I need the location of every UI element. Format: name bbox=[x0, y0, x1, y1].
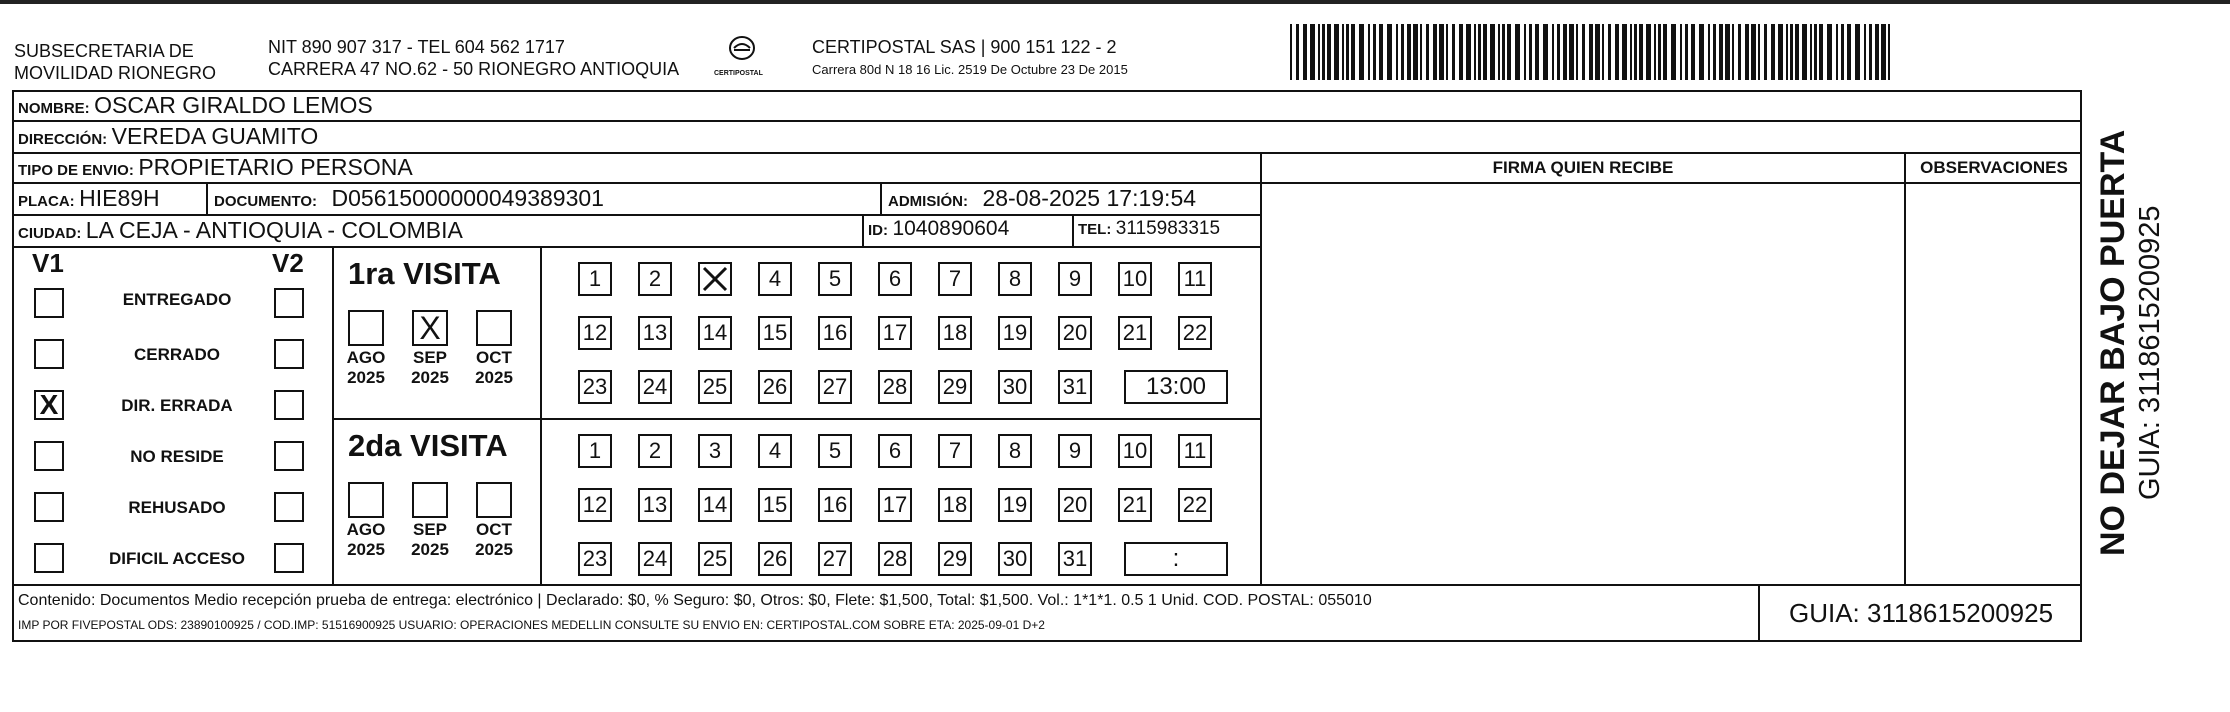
barcode-bar bbox=[1446, 24, 1448, 80]
barcode-bar bbox=[1413, 24, 1418, 80]
day-box-3[interactable]: 3 bbox=[698, 434, 732, 468]
nit-block bbox=[268, 36, 679, 80]
barcode-bar bbox=[1802, 24, 1807, 80]
day-box-11[interactable]: 11 bbox=[1178, 434, 1212, 468]
barcode-bar bbox=[1814, 24, 1817, 80]
barcode-bar bbox=[1439, 24, 1444, 80]
state-label: NO RESIDE bbox=[130, 447, 224, 466]
barcode-bar bbox=[1433, 24, 1437, 80]
barcode bbox=[1290, 24, 1890, 80]
day-box-17[interactable]: 17 bbox=[878, 316, 912, 350]
day-box-20[interactable]: 20 bbox=[1058, 316, 1092, 350]
barcode-bar bbox=[1602, 24, 1604, 80]
barcode-bar bbox=[1310, 24, 1315, 80]
barcode-bar bbox=[1474, 24, 1476, 80]
license-line: Carrera 80d N 18 16 Lic. 2519 De Octubre 23 De 2015 bbox=[812, 62, 1128, 77]
month-checkbox-oct[interactable] bbox=[476, 482, 512, 518]
rule bbox=[12, 246, 1260, 248]
divider bbox=[862, 214, 864, 246]
month-checkbox-ago[interactable] bbox=[348, 310, 384, 346]
day-box-8[interactable]: 8 bbox=[998, 434, 1032, 468]
org-name bbox=[14, 40, 216, 84]
barcode-bar bbox=[1680, 24, 1682, 80]
barcode-bar bbox=[1327, 24, 1331, 80]
day-box-5[interactable]: 5 bbox=[818, 262, 852, 296]
month-year: 2025 bbox=[475, 540, 513, 559]
barcode-bar bbox=[1790, 24, 1793, 80]
day-box-7[interactable]: 7 bbox=[938, 434, 972, 468]
barcode-bar bbox=[1426, 24, 1429, 80]
day-box-1[interactable]: 1 bbox=[578, 434, 612, 468]
nombre-value: OSCAR GIRALDO LEMOS bbox=[94, 92, 373, 118]
barcode-bar bbox=[1699, 24, 1704, 80]
placa-value: HIE89H bbox=[79, 185, 160, 211]
barcode-bar bbox=[1296, 24, 1299, 80]
day-box-9[interactable]: 9 bbox=[1058, 262, 1092, 296]
admision-row bbox=[888, 185, 1196, 212]
barcode-bar bbox=[1654, 24, 1656, 80]
divider bbox=[880, 182, 882, 214]
day-box-24[interactable]: 24 bbox=[638, 542, 672, 576]
rule bbox=[12, 120, 2082, 122]
month-checkbox-sep[interactable]: X bbox=[412, 310, 448, 346]
day-box-24[interactable]: 24 bbox=[638, 370, 672, 404]
month-checkbox-oct[interactable] bbox=[476, 310, 512, 346]
state-v1-checkbox[interactable] bbox=[34, 441, 64, 471]
day-box-12[interactable]: 12 bbox=[578, 488, 612, 522]
company-line: CERTIPOSTAL SAS | 900 151 122 - 2 bbox=[812, 37, 1117, 57]
day-box-22[interactable]: 22 bbox=[1178, 488, 1212, 522]
day-box-9[interactable]: 9 bbox=[1058, 434, 1092, 468]
divider bbox=[332, 246, 334, 584]
day-box-19[interactable]: 19 bbox=[998, 488, 1032, 522]
day-box-23[interactable]: 23 bbox=[578, 370, 612, 404]
org-line-1: SUBSECRETARIA DE bbox=[14, 41, 194, 61]
month-checkbox-sep[interactable] bbox=[412, 482, 448, 518]
documento-row bbox=[214, 185, 604, 212]
divider bbox=[1260, 152, 1262, 584]
divider bbox=[206, 182, 208, 214]
barcode-bar bbox=[1875, 24, 1879, 80]
barcode-bar bbox=[1582, 24, 1585, 80]
day-box-28[interactable]: 28 bbox=[878, 542, 912, 576]
barcode-bar bbox=[1685, 24, 1688, 80]
barcode-bar bbox=[1351, 24, 1355, 80]
documento-value: D05615000000049389301 bbox=[331, 185, 604, 211]
barcode-bar bbox=[1608, 24, 1611, 80]
barcode-bar bbox=[1634, 24, 1637, 80]
visit-title: 1ra VISITA bbox=[348, 256, 501, 291]
state-v2-checkbox[interactable] bbox=[274, 390, 304, 420]
barcode-bar bbox=[1786, 24, 1788, 80]
barcode-bar bbox=[1303, 24, 1307, 80]
ciudad-row bbox=[18, 217, 463, 244]
id-label: ID: bbox=[868, 222, 888, 239]
day-box-11[interactable]: 11 bbox=[1178, 262, 1212, 296]
tipo-value: PROPIETARIO PERSONA bbox=[138, 154, 413, 180]
day-box-10[interactable]: 10 bbox=[1118, 262, 1152, 296]
day-box-4[interactable]: 4 bbox=[758, 262, 792, 296]
side-notice: NO DEJAR BAJO PUERTA bbox=[2094, 129, 2132, 556]
barcode-bar bbox=[1869, 24, 1872, 80]
day-box-29[interactable]: 29 bbox=[938, 542, 972, 576]
day-box-18[interactable]: 18 bbox=[938, 316, 972, 350]
barcode-bar bbox=[1529, 24, 1532, 80]
company-block bbox=[812, 36, 1128, 77]
barcode-bar bbox=[1524, 24, 1526, 80]
month-year: 2025 bbox=[411, 540, 449, 559]
visit-time-field[interactable]: : bbox=[1124, 542, 1228, 576]
state-label: DIR. ERRADA bbox=[121, 396, 233, 415]
barcode-bar bbox=[1615, 24, 1619, 80]
day-box-27[interactable]: 27 bbox=[818, 542, 852, 576]
certipostal-logo bbox=[712, 34, 772, 80]
visit-time-field[interactable]: 13:00 bbox=[1124, 370, 1228, 404]
day-box-15[interactable]: 15 bbox=[758, 488, 792, 522]
day-box-23[interactable]: 23 bbox=[578, 542, 612, 576]
barcode-bar bbox=[1658, 24, 1661, 80]
barcode-bar bbox=[1466, 24, 1471, 80]
month-year: 2025 bbox=[475, 368, 513, 387]
admision-label: ADMISIÓN: bbox=[888, 193, 968, 210]
direccion-value: VEREDA GUAMITO bbox=[111, 123, 319, 149]
barcode-bar bbox=[1841, 24, 1844, 80]
nombre-row bbox=[18, 92, 373, 119]
barcode-bar bbox=[1630, 24, 1632, 80]
month-name: OCT bbox=[476, 520, 512, 539]
barcode-bar bbox=[1342, 24, 1344, 80]
barcode-bar bbox=[1459, 24, 1463, 80]
contenido-line: Contenido: Documentos Medio recepción prueba de entrega: electrónico | Declarado: $0, % Seguro: $0, Otros: $0, Flete: $1,500, Total: $1,500. Vol.: 1*1*1. 0.5 1 Unid. COD. POSTAL: 055010 bbox=[18, 592, 1372, 609]
barcode-bar bbox=[1387, 24, 1392, 80]
barcode-bar bbox=[1507, 24, 1511, 80]
barcode-bar bbox=[1396, 24, 1398, 80]
state-v1-checkbox[interactable] bbox=[34, 543, 64, 573]
documento-label: DOCUMENTO: bbox=[214, 193, 318, 210]
barcode-bar bbox=[1836, 24, 1838, 80]
state-label: DIFICIL ACCESO bbox=[108, 549, 245, 568]
v1-heading: V1 bbox=[32, 248, 64, 278]
barcode-bar bbox=[1758, 24, 1760, 80]
month-name: SEP bbox=[412, 348, 448, 367]
x-mark-icon bbox=[700, 264, 730, 294]
day-box-31[interactable]: 31 bbox=[1058, 370, 1092, 404]
day-box-26[interactable]: 26 bbox=[758, 370, 792, 404]
org-line-2: MOVILIDAD RIONEGRO bbox=[14, 63, 217, 83]
state-label: REHUSADO bbox=[128, 498, 226, 517]
barcode-bar bbox=[1379, 24, 1383, 80]
imp-line: IMP POR FIVEPOSTAL ODS: 23890100925 / COD.IMP: 51516900925 USUARIO: OPERACIONES MEDELLIN CONSULTE SU ENVIO EN: CERTIPOSTAL.COM SOBRE ETA: 2025-09-01 D+2 bbox=[18, 618, 1045, 632]
day-box-15[interactable]: 15 bbox=[758, 316, 792, 350]
barcode-bar bbox=[1795, 24, 1799, 80]
barcode-bar bbox=[1622, 24, 1627, 80]
barcode-bar bbox=[1888, 24, 1890, 80]
nit-line: NIT 890 907 317 - TEL 604 562 1717 bbox=[268, 37, 565, 57]
barcode-bar bbox=[1483, 24, 1487, 80]
barcode-bar bbox=[1420, 24, 1422, 80]
barcode-bar bbox=[1719, 24, 1723, 80]
day-box-1[interactable]: 1 bbox=[578, 262, 612, 296]
day-box-25[interactable]: 25 bbox=[698, 370, 732, 404]
day-box-26[interactable]: 26 bbox=[758, 542, 792, 576]
state-v2-checkbox[interactable] bbox=[274, 339, 304, 369]
day-box-30[interactable]: 30 bbox=[998, 542, 1032, 576]
day-box-7[interactable]: 7 bbox=[938, 262, 972, 296]
month-name: AGO bbox=[346, 348, 386, 367]
barcode-bar bbox=[1751, 24, 1756, 80]
state-v2-checkbox[interactable] bbox=[274, 543, 304, 573]
barcode-bar bbox=[1502, 24, 1505, 80]
divider bbox=[1072, 214, 1074, 246]
barcode-bar bbox=[1290, 24, 1292, 80]
rule bbox=[12, 182, 2082, 184]
barcode-bar bbox=[1732, 24, 1734, 80]
barcode-bar bbox=[1708, 24, 1710, 80]
day-box-27[interactable]: 27 bbox=[818, 370, 852, 404]
placa-row bbox=[18, 185, 160, 212]
day-box-13[interactable]: 13 bbox=[638, 488, 672, 522]
day-box-16[interactable]: 16 bbox=[818, 488, 852, 522]
barcode-bar bbox=[1725, 24, 1730, 80]
day-box-5[interactable]: 5 bbox=[818, 434, 852, 468]
barcode-bar bbox=[1847, 24, 1851, 80]
month-checkbox-ago[interactable] bbox=[348, 482, 384, 518]
month-year: 2025 bbox=[347, 368, 385, 387]
day-box-6[interactable]: 6 bbox=[878, 434, 912, 468]
rule bbox=[12, 584, 2082, 586]
month-year: 2025 bbox=[347, 540, 385, 559]
barcode-bar bbox=[1535, 24, 1539, 80]
day-box-8[interactable]: 8 bbox=[998, 262, 1032, 296]
barcode-bar bbox=[1563, 24, 1567, 80]
barcode-bar bbox=[1691, 24, 1695, 80]
barcode-bar bbox=[1407, 24, 1411, 80]
direccion-label: DIRECCIÓN: bbox=[18, 131, 108, 148]
nombre-label: NOMBRE: bbox=[18, 100, 90, 117]
barcode-bar bbox=[1478, 24, 1481, 80]
month-label bbox=[336, 520, 396, 560]
day-box-3[interactable] bbox=[698, 262, 732, 296]
v2-heading: V2 bbox=[272, 248, 304, 278]
day-box-6[interactable]: 6 bbox=[878, 262, 912, 296]
barcode-bar bbox=[1401, 24, 1404, 80]
barcode-bar bbox=[1576, 24, 1578, 80]
barcode-bar bbox=[1810, 24, 1812, 80]
barcode-bar bbox=[1498, 24, 1500, 80]
barcode-bar bbox=[1543, 24, 1548, 80]
id-value: 1040890604 bbox=[892, 217, 1010, 240]
day-box-31[interactable]: 31 bbox=[1058, 542, 1092, 576]
day-box-29[interactable]: 29 bbox=[938, 370, 972, 404]
barcode-bar bbox=[1595, 24, 1600, 80]
ciudad-label: CIUDAD: bbox=[18, 225, 82, 242]
barcode-bar bbox=[1778, 24, 1783, 80]
month-name: SEP bbox=[412, 520, 448, 539]
barcode-bar bbox=[1771, 24, 1775, 80]
tipo-label: TIPO DE ENVIO: bbox=[18, 162, 134, 179]
barcode-bar bbox=[1569, 24, 1574, 80]
day-box-13[interactable]: 13 bbox=[638, 316, 672, 350]
tel-label: TEL: bbox=[1078, 221, 1112, 238]
state-label: ENTREGADO bbox=[122, 290, 232, 309]
barcode-bar bbox=[1373, 24, 1376, 80]
id-row bbox=[868, 217, 1009, 241]
month-year: 2025 bbox=[411, 368, 449, 387]
divider bbox=[1904, 152, 1906, 584]
day-box-14[interactable]: 14 bbox=[698, 488, 732, 522]
month-label bbox=[336, 348, 396, 388]
day-box-16[interactable]: 16 bbox=[818, 316, 852, 350]
day-box-25[interactable]: 25 bbox=[698, 542, 732, 576]
barcode-bar bbox=[1738, 24, 1741, 80]
barcode-bar bbox=[1589, 24, 1593, 80]
barcode-bar bbox=[1827, 24, 1832, 80]
day-box-30[interactable]: 30 bbox=[998, 370, 1032, 404]
day-box-12[interactable]: 12 bbox=[578, 316, 612, 350]
barcode-bar bbox=[1881, 24, 1886, 80]
state-v2-checkbox[interactable] bbox=[274, 288, 304, 318]
day-box-20[interactable]: 20 bbox=[1058, 488, 1092, 522]
day-box-4[interactable]: 4 bbox=[758, 434, 792, 468]
month-label bbox=[464, 348, 524, 388]
barcode-bar bbox=[1552, 24, 1554, 80]
barcode-bar bbox=[1359, 24, 1364, 80]
day-box-2[interactable]: 2 bbox=[638, 262, 672, 296]
barcode-bar bbox=[1334, 24, 1339, 80]
month-label bbox=[464, 520, 524, 560]
barcode-bar bbox=[1322, 24, 1325, 80]
month-name: AGO bbox=[346, 520, 386, 539]
barcode-bar bbox=[1713, 24, 1716, 80]
state-v2-checkbox[interactable] bbox=[274, 492, 304, 522]
top-border bbox=[0, 0, 2230, 4]
month-label bbox=[400, 520, 460, 560]
address-line: CARRERA 47 NO.62 - 50 RIONEGRO ANTIOQUIA bbox=[268, 59, 680, 79]
month-name: OCT bbox=[476, 348, 512, 367]
barcode-bar bbox=[1639, 24, 1643, 80]
divider bbox=[540, 246, 542, 584]
state-label: CERRADO bbox=[134, 345, 220, 364]
state-v1-checkbox[interactable] bbox=[34, 492, 64, 522]
barcode-bar bbox=[1452, 24, 1455, 80]
state-v2-checkbox[interactable] bbox=[274, 441, 304, 471]
ciudad-value: LA CEJA - ANTIOQUIA - COLOMBIA bbox=[85, 217, 463, 243]
barcode-bar bbox=[1515, 24, 1520, 80]
barcode-bar bbox=[1346, 24, 1349, 80]
admision-value: 28-08-2025 17:19:54 bbox=[982, 185, 1197, 211]
tel-value: 3115983315 bbox=[1115, 218, 1221, 239]
day-box-10[interactable]: 10 bbox=[1118, 434, 1152, 468]
barcode-bar bbox=[1318, 24, 1320, 80]
day-box-18[interactable]: 18 bbox=[938, 488, 972, 522]
placa-label: PLACA: bbox=[18, 193, 75, 210]
barcode-bar bbox=[1819, 24, 1823, 80]
day-box-22[interactable]: 22 bbox=[1178, 316, 1212, 350]
state-v1-checkbox[interactable] bbox=[34, 288, 64, 318]
state-v1-checkbox[interactable]: X bbox=[34, 390, 64, 420]
barcode-bar bbox=[1764, 24, 1767, 80]
tipo-row bbox=[18, 154, 413, 181]
day-box-2[interactable]: 2 bbox=[638, 434, 672, 468]
barcode-bar bbox=[1557, 24, 1560, 80]
barcode-bar bbox=[1864, 24, 1866, 80]
month-label bbox=[400, 348, 460, 388]
state-v1-checkbox[interactable] bbox=[34, 339, 64, 369]
footer-guia: GUIA: 3118615200925 bbox=[1788, 598, 2054, 628]
visit-title: 2da VISITA bbox=[348, 428, 508, 463]
barcode-bar bbox=[1663, 24, 1667, 80]
day-box-17[interactable]: 17 bbox=[878, 488, 912, 522]
firma-header: FIRMA QUIEN RECIBE bbox=[1492, 158, 1674, 177]
direccion-row bbox=[18, 123, 318, 150]
day-box-19[interactable]: 19 bbox=[998, 316, 1032, 350]
tel-row bbox=[1078, 218, 1220, 240]
barcode-bar bbox=[1855, 24, 1860, 80]
rule bbox=[332, 418, 1260, 420]
side-guia: GUIA: 3118615200925 bbox=[2134, 205, 2166, 500]
day-box-21[interactable]: 21 bbox=[1118, 488, 1152, 522]
observaciones-header: OBSERVACIONES bbox=[1920, 158, 2068, 177]
day-box-14[interactable]: 14 bbox=[698, 316, 732, 350]
day-box-28[interactable]: 28 bbox=[878, 370, 912, 404]
barcode-bar bbox=[1646, 24, 1651, 80]
barcode-bar bbox=[1671, 24, 1676, 80]
day-box-21[interactable]: 21 bbox=[1118, 316, 1152, 350]
barcode-bar bbox=[1745, 24, 1749, 80]
barcode-bar bbox=[1368, 24, 1370, 80]
barcode-bar bbox=[1490, 24, 1495, 80]
logo-text: CERTIPOSTAL bbox=[714, 70, 763, 77]
